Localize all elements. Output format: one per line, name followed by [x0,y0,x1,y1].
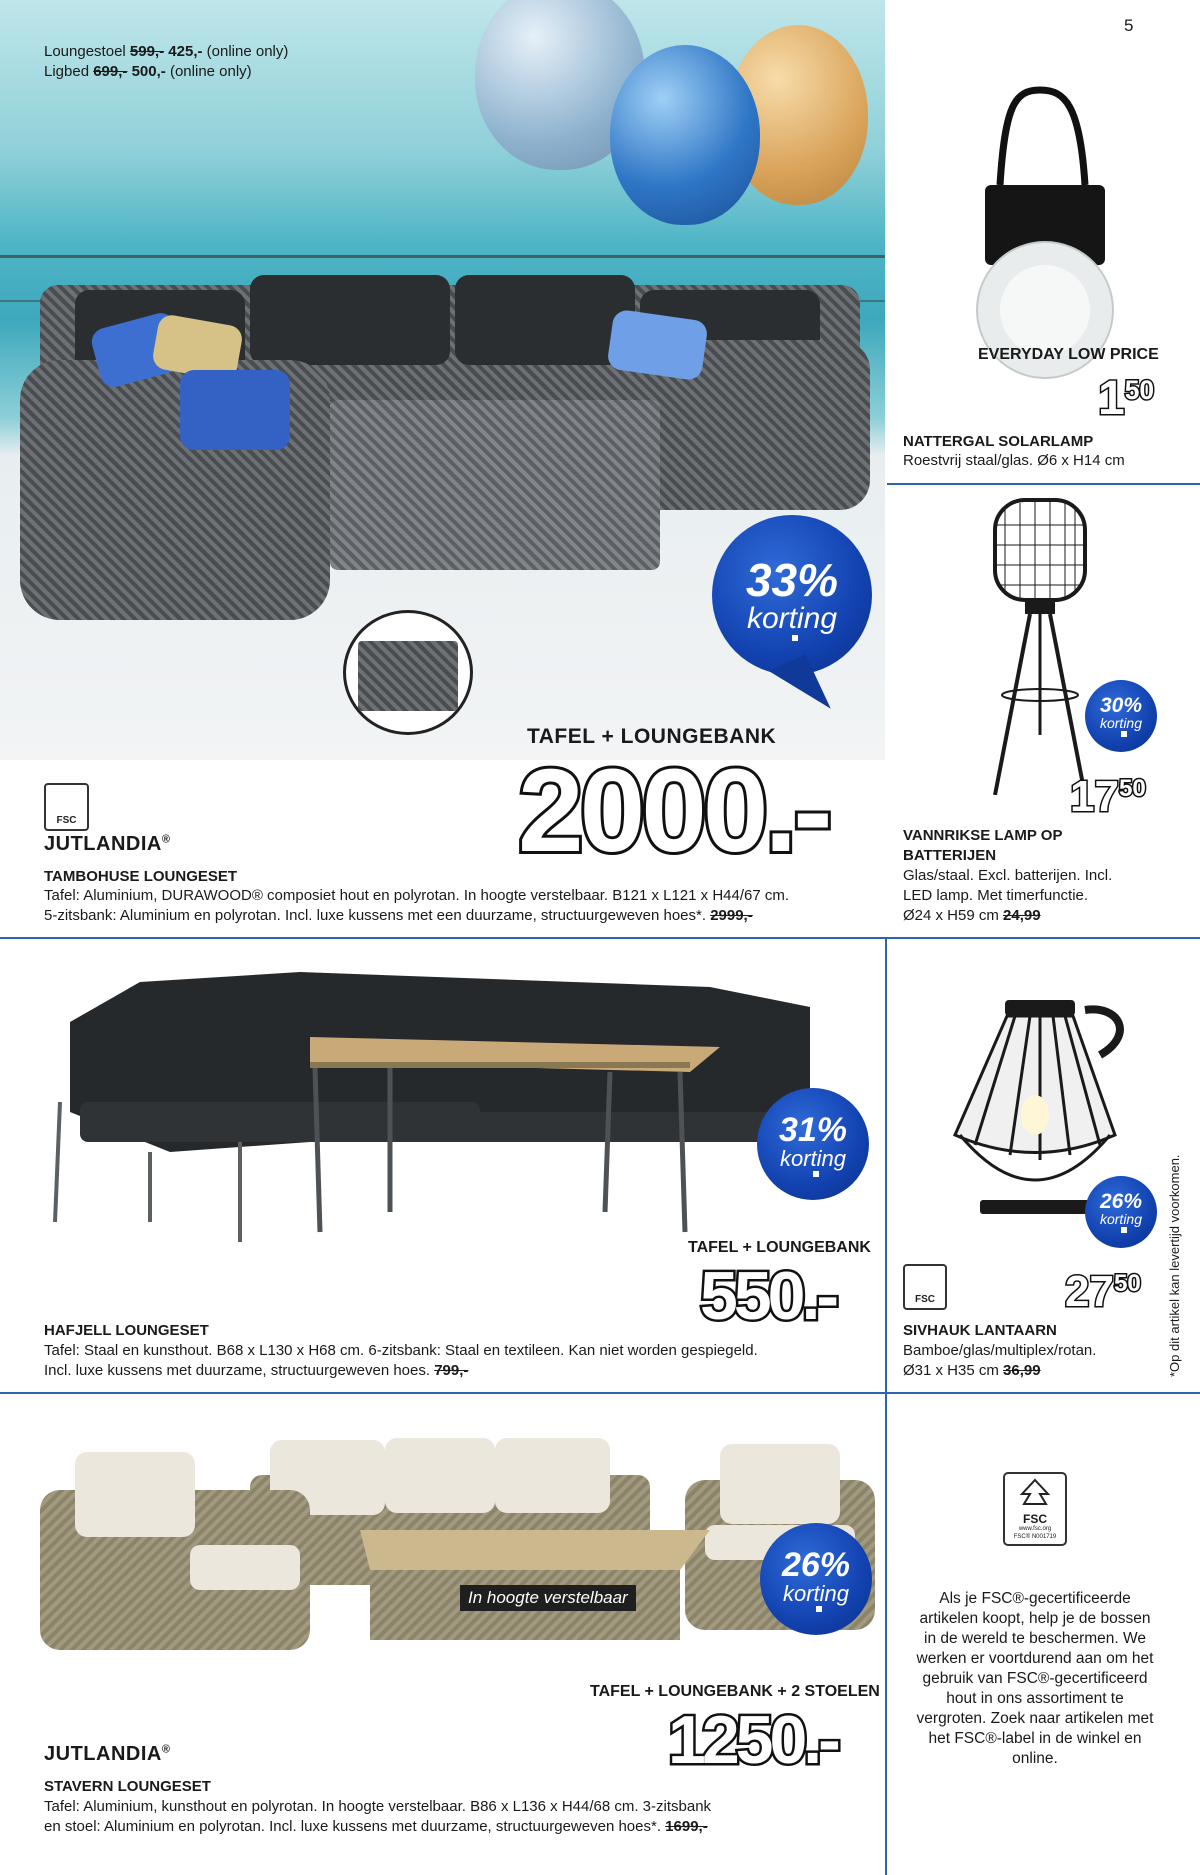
hero-price-line-2: Ligbed 699,- 500,- (online only) [44,63,252,80]
nattergal-price: $1^{50}$ [1098,372,1155,425]
lounge-table [330,400,660,570]
fsc-info-text: Als je FSC®-gecertificeerde artikelen koopt, help je de bossen in de wereld te beschermen. We werken er voortdurend aan om het gebruik van FSC®-gecertificeerd hout in ons assortiment te vergroten. Zoek naar artikelen met het FSC®-label in de winkel en online. [916,1590,1154,1767]
hafjell-headline: TAFEL + LOUNGEBANK [688,1239,871,1256]
tree-icon [1018,1478,1052,1508]
throw-blanket [180,370,290,450]
hero-price-line-1: Loungestoel 599,- 425,- (online only) [44,43,289,60]
table-detail-image [358,641,458,711]
registered-mark: ® [161,1743,171,1756]
stavern-desc-2: en stoel: Aluminium en polyrotan. Incl. luxe kussens met duurzame, structuurgeweven hoes*. 1699,- [44,1818,708,1835]
nattergal-name: NATTERGAL SOLARLAMP [903,433,1094,450]
sivhauk-desc-2: Ø31 x H35 cm 36,99 [903,1362,1041,1379]
page-number: 5 [1124,16,1134,35]
sivhauk-name: SIVHAUK LANTAARN [903,1322,1057,1339]
tambohuse-fsc-label: FSC [56,815,77,826]
nattergal-desc: Roestvrij staal/glas. Ø6 x H14 cm [903,452,1125,469]
tambohuse-discount-bubble: 33% korting [712,515,872,675]
hafjell-set-image [50,962,830,1242]
vannrikse-lamp-image [975,495,1105,795]
tambohuse-desc-2: 5-zitsbank: Aluminium en polyrotan. Incl. luxe kussens met een duurzame, structuurgeweven hoes*. 2999,- [44,907,753,924]
fsc-info-logo [1003,1472,1067,1546]
stavern-caption: In hoogte verstelbaar [468,1588,628,1607]
sivhauk-price: $27^{50}$ [1065,1267,1141,1316]
sivhauk-desc-1: Bamboe/glas/multiplex/rotan. [903,1342,1097,1359]
balloon-blue [610,45,760,225]
vannrikse-price: $17^{50}$ [1070,772,1146,821]
tambohuse-desc-1: Tafel: Aluminium, DURAWOOD® composiet hout en polyrotan. In hoogte verstelbaar. B121 x L121 x H44/67 cm. [44,887,790,904]
vannrikse-name-1: VANNRIKSE LAMP OP [903,827,1063,844]
tambohuse-brand: JUTLANDIA® [44,833,171,855]
fsc-info-logo-code: FSC® N001719 [1013,1534,1057,1540]
lounge-cushion-back-2 [250,275,450,365]
stavern-caption-box [460,1585,636,1611]
tambohuse-name: TAMBOHUSE LOUNGESET [44,868,238,885]
tambohuse-fsc-logo [44,783,89,831]
stavern-headline: TAFEL + LOUNGEBANK + 2 STOELEN [590,1683,880,1700]
divider-right-top [887,483,1200,485]
registered-mark: ® [161,833,171,846]
vannrikse-desc-2: LED lamp. Met timerfunctie. [903,887,1089,904]
divider-vertical-bottom [885,1392,887,1875]
sivhauk-fsc-label: FSC [915,1294,935,1305]
balcony-railing [0,255,885,258]
sivhauk-fsc-logo [903,1264,947,1310]
hafjell-discount-bubble: 31% korting [757,1088,869,1200]
nattergal-lamp-image [955,85,1135,385]
delivery-time-note: *Op dit artikel kan levertijd voorkomen. [1167,1154,1182,1377]
divider-lower [0,1392,1200,1394]
divider-vertical-mid [885,937,887,1392]
stavern-price: 1250.- [668,1702,837,1778]
fsc-info-logo-text: FSC [1023,1512,1047,1526]
stavern-discount-bubble: 26% korting [760,1523,872,1635]
hafjell-price: 550.- [700,1258,835,1334]
hafjell-desc-2: Incl. luxe kussens met duurzame, structuurgeweven hoes. 799,- [44,1362,469,1379]
sivhauk-discount-bubble: 26% korting [1085,1176,1157,1248]
fsc-info-logo-url: www.fsc.org [1018,1526,1052,1532]
tambohuse-price: 2000.- [518,745,829,877]
table-detail-inset [343,610,473,735]
stavern-brand: JUTLANDIA® [44,1743,171,1765]
stavern-desc-1: Tafel: Aluminium, kunsthout en polyrotan. In hoogte verstelbaar. B86 x L136 x H44/68 cm. 3-zitsbank [44,1798,712,1815]
divider-mid [0,937,1200,939]
vannrikse-name-2: BATTERIJEN [903,847,997,864]
hafjell-name: HAFJELL LOUNGESET [44,1322,209,1339]
stavern-name: STAVERN LOUNGESET [44,1778,211,1795]
tambohuse-headline: TAFEL + LOUNGEBANK [527,725,777,748]
stavern-set-image [40,1430,880,1670]
vannrikse-discount-bubble: 30% korting [1085,680,1157,752]
vannrikse-desc-3: Ø24 x H59 cm 24,99 [903,907,1041,924]
hafjell-desc-1: Tafel: Staal en kunsthout. B68 x L130 x H68 cm. 6-zitsbank: Staal en textileen. Kan niet worden gespiegeld. [44,1342,758,1359]
vannrikse-desc-1: Glas/staal. Excl. batterijen. Incl. [903,867,1113,884]
nattergal-badge: EVERYDAY LOW PRICE [978,346,1159,363]
